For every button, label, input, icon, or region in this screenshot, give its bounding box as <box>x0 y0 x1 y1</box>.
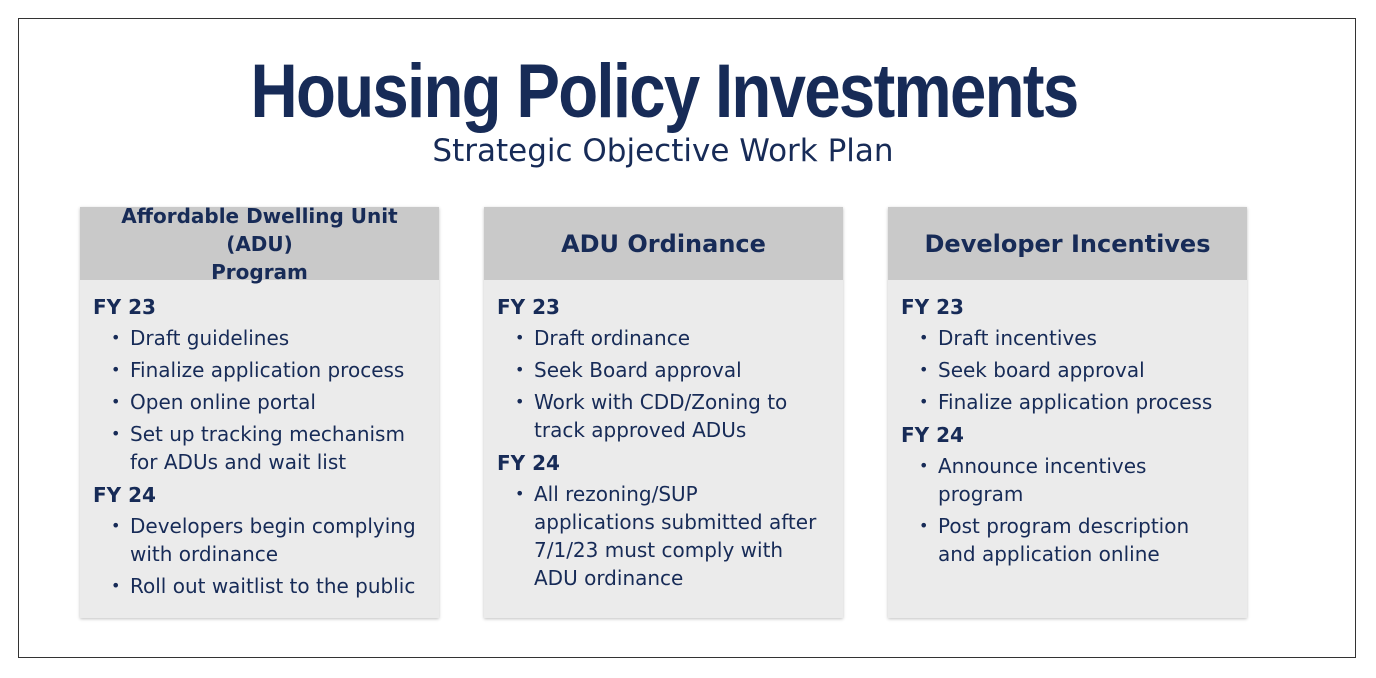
bullet-icon: • <box>111 576 121 595</box>
list-item <box>901 324 1235 352</box>
list-item <box>901 356 1235 384</box>
list-item-text: Developers begin complying <box>130 514 416 538</box>
list-item <box>93 356 427 384</box>
list-item <box>93 420 427 476</box>
item-list <box>497 324 831 444</box>
item-list <box>93 324 427 476</box>
list-item <box>497 356 831 384</box>
fiscal-year-label: FY 24 <box>901 423 964 447</box>
bullet-icon: • <box>919 328 929 347</box>
card-header-line: Developer Incentives <box>924 229 1211 258</box>
slide-title: Housing Policy Investments <box>250 49 1078 134</box>
card-body <box>888 280 1247 568</box>
list-item-text: Work with CDD/Zoning to <box>534 390 788 414</box>
bullet-icon: • <box>515 484 525 503</box>
item-list <box>901 452 1235 568</box>
list-item-text: 7/1/23 must comply with <box>534 538 784 562</box>
bullet-icon: • <box>919 360 929 379</box>
list-item <box>901 388 1235 416</box>
card-header <box>888 207 1247 280</box>
fiscal-year-label: FY 24 <box>93 483 156 507</box>
list-item <box>93 388 427 416</box>
list-item-text: with ordinance <box>130 542 279 566</box>
list-item-text: Set up tracking mechanism <box>130 422 405 446</box>
item-list <box>901 324 1235 416</box>
bullet-icon: • <box>111 328 121 347</box>
bullet-icon: • <box>515 360 525 379</box>
card-header <box>80 203 439 284</box>
list-item-text: program <box>938 482 1024 506</box>
list-item <box>93 572 427 600</box>
list-item-text: Open online portal <box>130 390 316 414</box>
bullet-icon: • <box>515 328 525 347</box>
bullet-icon: • <box>111 516 121 535</box>
list-item <box>497 388 831 444</box>
fiscal-year-label: FY 23 <box>93 295 156 319</box>
list-item-text: Seek board approval <box>938 358 1145 382</box>
list-item-text: ADU ordinance <box>534 566 684 590</box>
list-item <box>497 324 831 352</box>
list-item-text: for ADUs and wait list <box>130 450 347 474</box>
list-item-text: Finalize application process <box>938 390 1213 414</box>
fiscal-year-label: FY 24 <box>497 451 560 475</box>
card-header-line: ADU Ordinance <box>561 229 766 258</box>
fiscal-year-label: FY 23 <box>901 295 964 319</box>
list-item <box>93 324 427 352</box>
bullet-icon: • <box>515 392 525 411</box>
list-item-text: applications submitted after <box>534 510 817 534</box>
bullet-icon: • <box>919 456 929 475</box>
card-body <box>80 280 439 600</box>
list-item-text: Announce incentives <box>938 454 1147 478</box>
list-item-text: Seek Board approval <box>534 358 742 382</box>
list-item-text: Draft incentives <box>938 326 1097 350</box>
card-header-line: Program <box>211 259 308 284</box>
list-item <box>901 512 1235 568</box>
list-item-text: Post program description <box>938 514 1190 538</box>
slide-subtitle: Strategic Objective Work Plan <box>432 133 894 169</box>
item-list <box>93 512 427 600</box>
bullet-icon: • <box>111 360 121 379</box>
list-item-text: Finalize application process <box>130 358 405 382</box>
card-body <box>484 280 843 592</box>
fiscal-year-label: FY 23 <box>497 295 560 319</box>
bullet-icon: • <box>111 392 121 411</box>
list-item-text: All rezoning/SUP <box>534 482 698 506</box>
list-item <box>93 512 427 568</box>
card-adu-program <box>80 203 439 618</box>
item-list <box>497 480 831 592</box>
card-header-line: Affordable Dwelling Unit (ADU) <box>121 203 398 256</box>
list-item <box>901 452 1235 508</box>
list-item <box>497 480 831 592</box>
list-item-text: Draft ordinance <box>534 326 691 350</box>
card-developer-incentives <box>888 207 1247 618</box>
list-item-text: Draft guidelines <box>130 326 290 350</box>
bullet-icon: • <box>111 424 121 443</box>
bullet-icon: • <box>919 392 929 411</box>
list-item-text: Roll out waitlist to the public <box>130 574 416 598</box>
list-item-text: and application online <box>938 542 1160 566</box>
card-adu-ordinance <box>484 207 843 618</box>
list-item-text: track approved ADUs <box>534 418 747 442</box>
card-header <box>484 207 843 280</box>
bullet-icon: • <box>919 516 929 535</box>
